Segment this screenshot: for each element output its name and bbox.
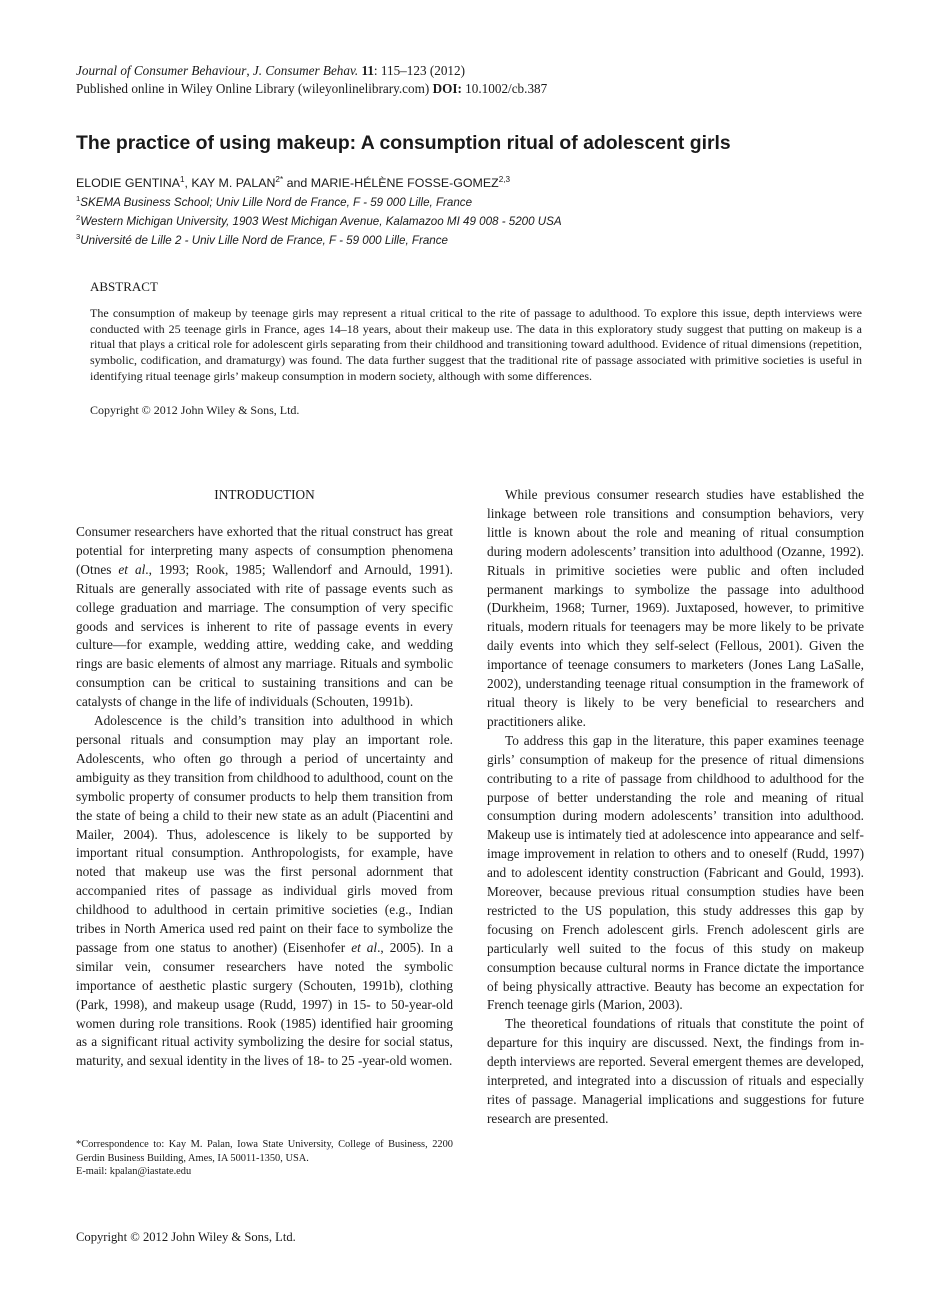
text-run: et al <box>118 561 146 577</box>
affiliation <box>76 214 866 230</box>
right-column <box>487 486 864 1129</box>
author-name: KAY M. PALAN <box>191 176 276 190</box>
text-run: Adolescence is the child’s transition into adulthood in which personal rituals and consumption may play an important role. Adolescents, who often go through a period of uncertainty and ambiguity as they transition from childhood to adulthood, count on the symbolic property of consumer products to help them transition from the state of being a child to their new state as an adult (Piacentini and Mailer, 2004). Thus, adolescence is likely to be supported by important ritual consumption. Anthropologists, for example, have noted that makeup use was the first personal adornment that accompanied rites of passage as individual girls moved from childhood to adulthood in certain primitive societies (e.g., Indian tribes in North America used red paint on their face to symbolize the passage from one status to another) (Eisenhofer <box>76 713 453 955</box>
author-name: ELODIE GENTINA <box>76 176 180 190</box>
text-run: ., 2005). In a similar vein, consumer researchers have noted the symbolic importance of aesthetic plastic surgery (Schouten, 1991b), clothing (Park, 1998), and makeup usage (Rudd, 1997) in 15- to 50-year-old women during role transitions. Rook (1985) identified hair grooming as a significant ritual activity symbolizing the desire for social status, maturity, and sexual identity in the lives of 18- to 25 -year-old women. <box>76 939 454 1069</box>
footnote-address: *Correspondence to: Kay M. Palan, Iowa State University, College of Business, 2200 Gerdin Business Building, Ames, IA 50011-1350, USA. <box>76 1139 453 1164</box>
footnote-email[interactable]: E-mail: kpalan@iastate.edu <box>76 1166 192 1178</box>
journal-volume: 11 <box>361 63 374 78</box>
author-name: MARIE-HÉLÈNE FOSSE-GOMEZ <box>310 176 499 190</box>
left-column <box>76 486 453 1071</box>
doi[interactable]: 10.1002/cb.387 <box>465 81 548 96</box>
affiliation <box>76 195 866 211</box>
affiliation-text: Western Michigan University, 1903 West Michigan Avenue, Kalamazoo MI 49 008 - 5200 USA <box>80 215 562 228</box>
paragraph <box>76 523 453 712</box>
correspondence-footnote <box>76 1138 453 1179</box>
section-heading: INTRODUCTION <box>214 487 315 502</box>
paragraph: The theoretical foundations of rituals that constitute the point of departure for this inquiry are discussed. Next, the findings from in-depth interviews are reported. Several emergent themes are developed, interpreted, and integrated into a discussion of rituals and especially rites of passage. Managerial implications and suggestions for future research are presented. <box>487 1016 864 1126</box>
paragraph: To address this gap in the literature, this paper examines teenage girls’ consumption of makeup for the presence of ritual dimensions contributing to a rite of passage from childhood to adulthood for the purpose of better understanding the role and meaning of ritual consumption during modern adolescents’ transition into adulthood. Makeup use is intimately tied at adolescence into appearance and self-image improvement in relation to others and to oneself (Rudd, 1997) and to adolescent identity construction (Fabricant and Gould, 1993). Moreover, because previous ritual consumption studies have been restricted to the US population, this study addresses this gap by focusing on French adolescent girls. French adolescent girls are particularly well suited to the focus of this study on makeup consumption because cultural norms in France dictate the importance of being physically attractive. Beauty has become an expectation for French teenage girls (Marion, 2003). <box>487 732 864 1013</box>
affiliation <box>76 233 866 249</box>
author-joiner: and <box>286 176 308 190</box>
author-sup: 1 <box>179 174 185 184</box>
affiliation-num: 3 <box>76 232 81 242</box>
abstract-body: The consumption of makeup by teenage girls may represent a ritual critical to the rite of passage to adulthood. To explore this issue, depth interviews were conducted with 25 teenage girls in France, ages 14–18 years, about their makeup use. The data in this exploratory study suggest that putting on makeup is a ritual that plays a critical role for adolescent girls separating from their childhood and transitioning toward adulthood. Evidence of ritual dimensions (repetition, symbolic, codification, and dramaturgy) was found. The data further suggest that the traditional rite of passage associated with primitive societies is useful in identifying ritual teenage girls’ makeup consumption in modern society, although with some differences. <box>90 306 862 383</box>
paragraph <box>76 712 453 1071</box>
journal-name: Journal of Consumer Behaviour <box>76 63 247 78</box>
abstract-copyright: Copyright © 2012 John Wiley & Sons, Ltd. <box>90 403 300 417</box>
journal-pages: : 115–123 (2012) <box>373 63 466 78</box>
affiliation-num: 1 <box>76 194 81 204</box>
text-run: Consumer researchers have exhorted that the ritual construct has great potential for interpreting many aspects of consumption phenomena (Otnes <box>76 524 453 577</box>
author-list: ELODIE GENTINA$^1$, KAY M. $PALAN^{2*}$ and MARIE-HÉLÈNE FOSSE-GOMEZ$^{2,3}$ <box>76 174 511 190</box>
doi-label: DOI: <box>432 81 462 96</box>
author-sup: 2* <box>275 174 284 184</box>
paragraph: While previous consumer research studies have established the linkage between role transitions and consumption behaviors, very little is known about the role and meaning of ritual consumption during modern adolescents’ transition into adulthood (Ozanne, 1992). Rituals in primitive societies were public and often included permanent markings to symbolize the passage into adulthood (Durkheim, 1968; Turner, 1969). Juxtaposed, however, to primitive rituals, modern rituals for teenagers may be more likely to be private daily events into which they self-select (Fellous, 2001). Given the importance of teenage consumers to marketers (Jones Lang LaSalle, 2002), understanding teenage ritual consumption in the framework of ritual theory is likely to be very beneficial to researchers and practitioners alike. <box>487 487 864 729</box>
journal-abbrev: J. Consumer Behav. <box>252 63 359 78</box>
text-run: et al <box>351 939 378 955</box>
text-run: ., 1993; Rook, 1985; Wallendorf and Arnould, 1991). Rituals are generally associated with rite of passage events such as college graduation and marriage. The consumption of very specific goods and services is inherent to rite of passage events in every culture—for example, wedding attire, wedding cake, and wedding rings are basic elements of almost any marriage. Rituals and symbolic consumption can be critical to sustaining transitions and can be catalysts of change in the life of individuals (Schouten, 1991b). <box>76 561 453 710</box>
publication-info <box>76 80 866 98</box>
journal-citation: Journal of Consumer Behaviour, J. Consumer Behav. 11: 115–123 (2012) <box>76 63 466 78</box>
affiliation-text: SKEMA Business School; Univ Lille Nord de France, F - 59 000 Lille, France <box>80 196 473 209</box>
affiliation-num: 2 <box>76 213 81 223</box>
affiliation-text: Université de Lille 2 - Univ Lille Nord de France, F - 59 000 Lille, France <box>80 234 448 247</box>
page-footer: Copyright © 2012 John Wiley & Sons, Ltd. <box>76 1230 296 1244</box>
author-sup: 2,3 <box>498 174 511 184</box>
article-title: The practice of using makeup: A consumption ritual of adolescent girls <box>76 132 731 154</box>
published-online: Published online in Wiley Online Library (wileyonlinelibrary.com) <box>76 81 430 96</box>
abstract-heading: ABSTRACT <box>90 279 158 294</box>
